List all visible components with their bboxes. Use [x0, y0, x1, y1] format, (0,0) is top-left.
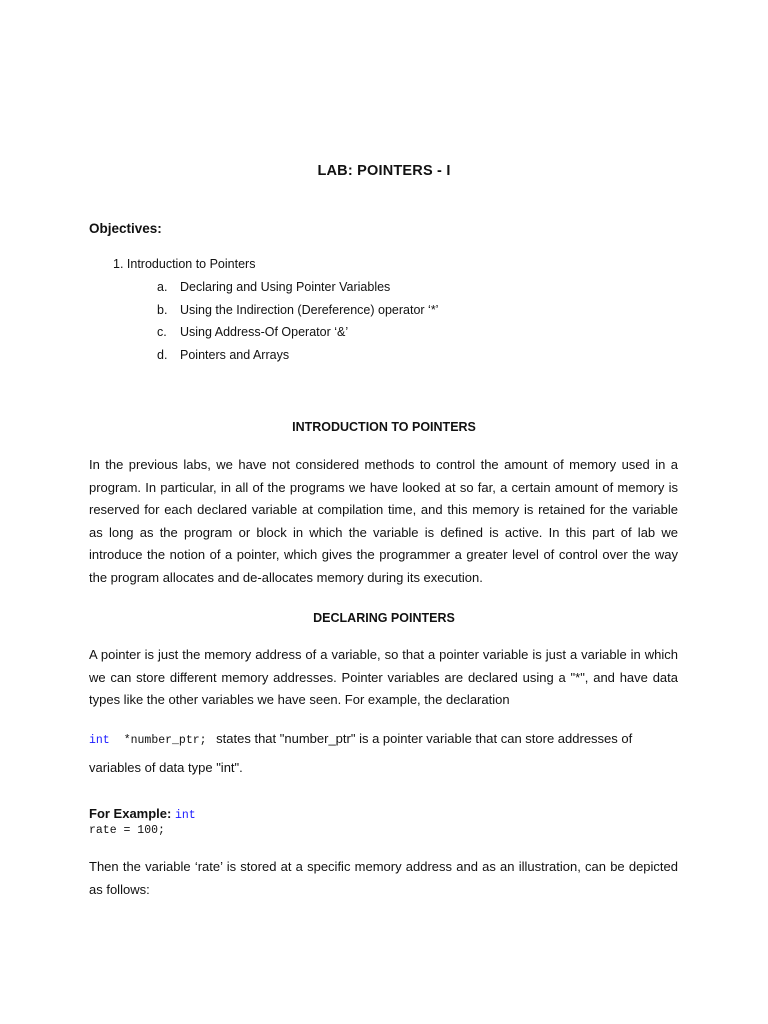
- subitem-letter: a.: [157, 280, 168, 294]
- objective-subitem: [157, 324, 438, 347]
- objectives-sublist: [157, 279, 438, 369]
- subitem-letter: c.: [157, 325, 167, 339]
- objective-subitem: [157, 302, 438, 325]
- example-label: For Example:: [89, 806, 172, 821]
- declaring-heading: DECLARING POINTERS: [313, 611, 455, 625]
- subitem-letter: d.: [157, 347, 168, 362]
- objective-main-item: 1. Introduction to Pointers: [113, 257, 256, 271]
- code-explanation-continued: variables of data type "int".: [89, 760, 243, 775]
- example-keyword: int: [174, 809, 196, 822]
- objectives-heading: Objectives:: [89, 221, 162, 236]
- code-explanation: states that "number_ptr" is a pointer variable that can store addresses of: [216, 731, 633, 746]
- subitem-text: Pointers and Arrays: [180, 347, 290, 362]
- example-line: [89, 806, 196, 822]
- objective-subitem: [157, 347, 438, 370]
- objective-subitem: [157, 279, 438, 302]
- declaration-code-line: [89, 731, 689, 747]
- code-identifier: *number_ptr;: [123, 734, 207, 747]
- intro-paragraph: In the previous labs, we have not considered methods to control the amount of memory used in a program. In particular, in all of the programs we have looked at so far, a certain amount of memory is reserved for each declared variable at compilation time, and this memory is retained for the variable as long as the program or block in which the variable is defined is active. In this part of lab we introduce the notion of a pointer, which gives the programmer a greater level of control over the way the program allocates and de-allocates memory during its execution.: [89, 457, 678, 585]
- subitem-text: Declaring and Using Pointer Variables: [180, 280, 391, 294]
- subitem-text: Using the Indirection (Dereference) operator ‘*’: [180, 302, 439, 317]
- example-code-line: rate = 100;: [89, 824, 165, 837]
- page-title: LAB: POINTERS - I: [317, 163, 451, 179]
- intro-heading: INTRODUCTION TO POINTERS: [292, 420, 476, 434]
- subitem-letter: b.: [157, 302, 168, 317]
- declaring-paragraph: A pointer is just the memory address of a variable, so that a pointer variable is just a variable in which we can store different memory addresses. Pointer variables are declared using a "*", and have data types like the other variables we have seen. For example, the declaration: [89, 647, 678, 707]
- code-keyword: int: [89, 734, 110, 747]
- example-paragraph: Then the variable ‘rate’ is stored at a specific memory address and as an illustration, can be depicted as follows:: [89, 859, 678, 897]
- subitem-text: Using Address-Of Operator ‘&’: [180, 325, 349, 339]
